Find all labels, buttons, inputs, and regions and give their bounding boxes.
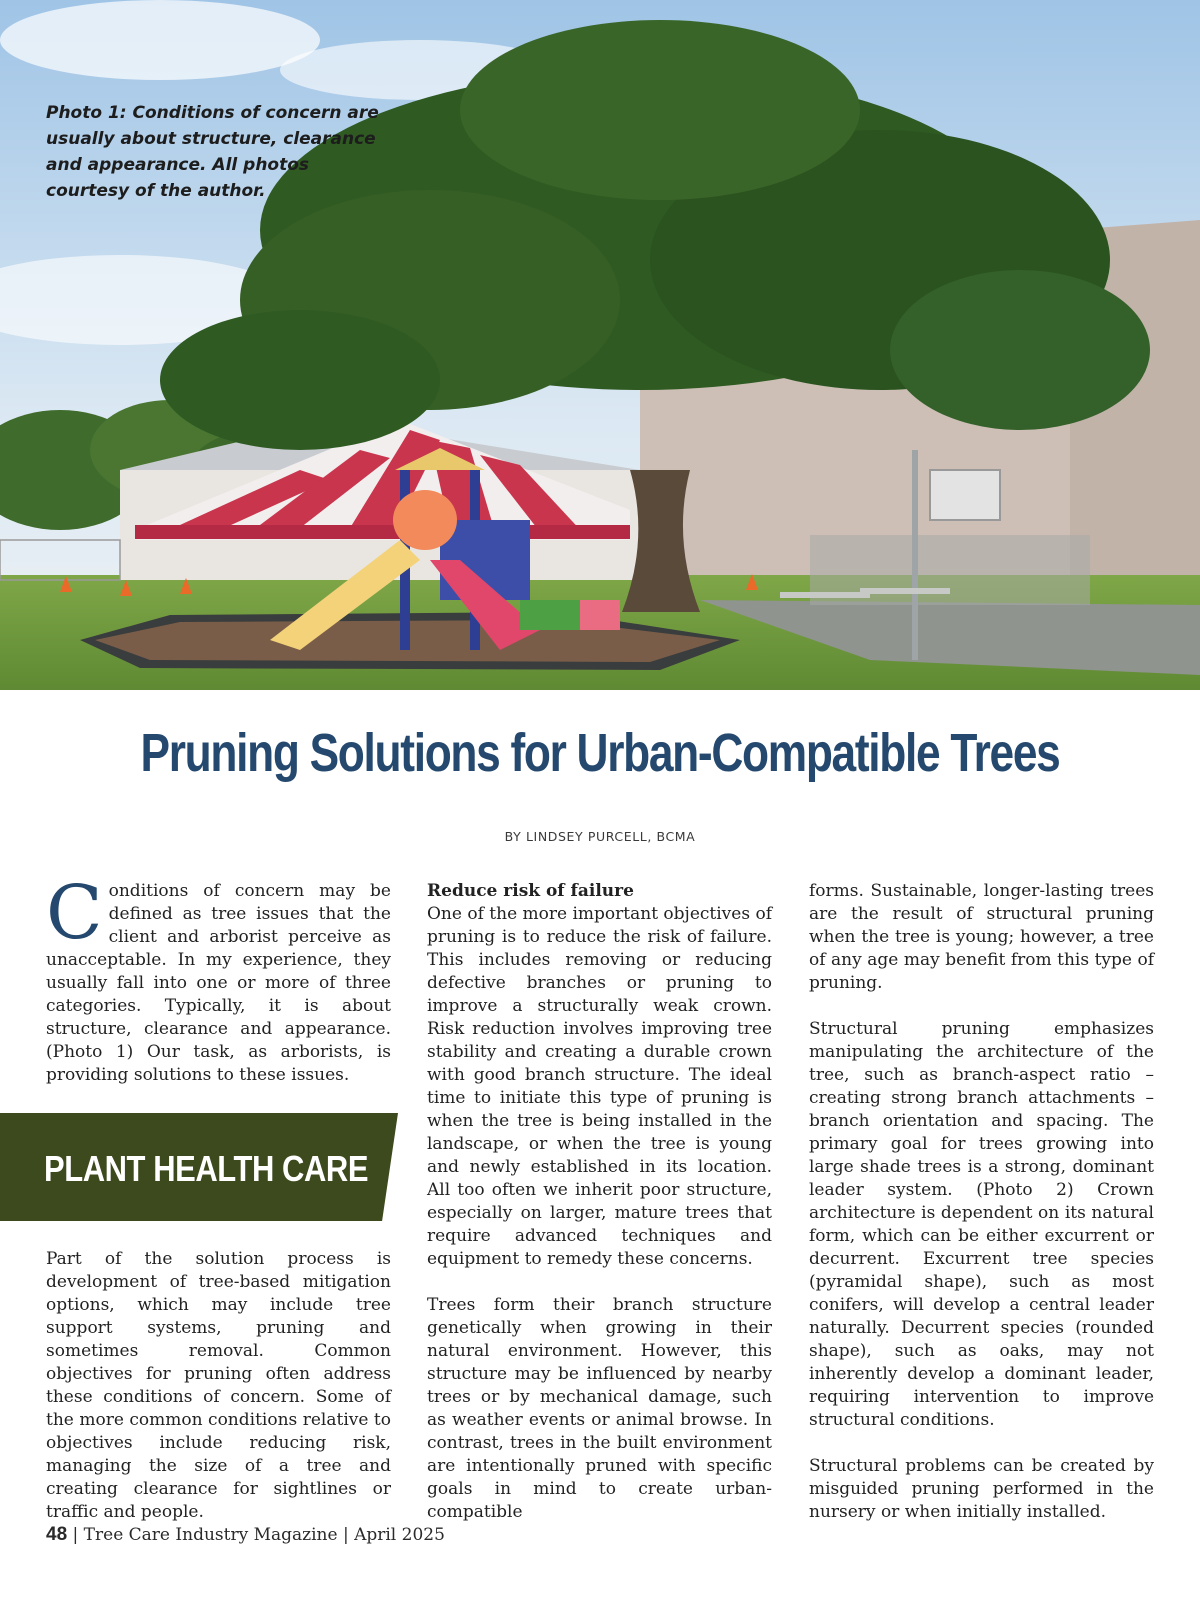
column-1-body xyxy=(46,1248,391,1524)
paragraph-forms: forms. Sustainable, longer-lasting trees are the result of structural pruning when the tree is young; however, a tree of any age may benefit from this type of pruning. xyxy=(809,881,1154,993)
intro-text: onditions of concern may be defined as tree issues that the client and arborist perceive as unacceptable. In my experience, they usually fall into one or more of three categories. Typically, it is about structure, clearance and appearance. (Photo 1) Our task, as arborists, is providing solutions to these issues. xyxy=(46,881,391,1085)
hero-photo xyxy=(0,0,1200,690)
article-title: Pruning Solutions for Urban-Compatible Trees xyxy=(140,723,1060,783)
paragraph-solution: Part of the solution process is development of tree-based mitigation options, which may include tree support systems, pruning and sometimes removal. Common objectives for pruning often address these conditions of concern. Some of the more common conditions relative to objectives include reducing risk, managing the size of a tree and creating clearance for sightlines or traffic and people. xyxy=(46,1249,391,1522)
paragraph-genetic: Trees form their branch structure genetically when growing in their natural environment. However, this structure may be influenced by nearby trees or by mechanical damage, such as weather events or animal browse. In contrast, trees in the built environment are intentionally pruned with specific goals in mind to create urban-compatible xyxy=(427,1295,772,1522)
paragraph-structural: Structural pruning emphasizes manipulating the architecture of the tree, such as branch-aspect ratio – creating strong branch attachments – branch orientation and spacing. The primary goal for trees growing into large shade trees is a strong, dominant leader system. (Photo 2) Crown architecture is dependent on its natural form, which can be either excurrent or decurrent. Excurrent tree species (pyramidal shape), such as most conifers, will develop a central leader naturally. Decurrent species (rounded shape), such as oaks, may not inherently develop a dominant leader, requiring intervention to improve structural conditions. xyxy=(809,1019,1154,1430)
section-banner-label: PLANT HEALTH CARE xyxy=(44,1148,369,1189)
drop-cap: C xyxy=(46,870,103,956)
paragraph-risk-text: One of the more important objectives of pruning is to reduce the risk of failure. This includes removing or reducing defective branches or pruning to improve a structurally weak crown. Risk reduction involves improving tree stability and creating a durable crown with good branch structure. The ideal time to initiate this type of pruning is when the tree is being installed in the landscape, or when the tree is young and newly established in its location. All too often we inherit poor structure, especially on larger, mature trees that require advanced techniques and equipment to remedy these concerns. xyxy=(427,904,772,1269)
paragraph-problems: Structural problems can be created by misguided pruning performed in the nursery or when initially installed. xyxy=(809,1456,1154,1522)
column-1-intro xyxy=(46,870,391,1087)
article-byline: BY LINDSEY PURCELL, BCMA xyxy=(504,829,696,844)
column-2 xyxy=(427,880,772,1524)
column-3 xyxy=(809,880,1154,1524)
publication-info: | Tree Care Industry Magazine | April 2025 xyxy=(67,1525,445,1545)
paragraph-risk xyxy=(427,880,772,1271)
page-number: 48 xyxy=(46,1524,68,1545)
subhead-reduce-risk: Reduce risk of failure xyxy=(427,881,634,901)
page-footer xyxy=(46,1524,445,1546)
photo-caption: Photo 1: Conditions of concern are usually about structure, clearance and appearance. All photos courtesy of the author. xyxy=(46,103,379,201)
intro-paragraph xyxy=(46,870,391,1087)
